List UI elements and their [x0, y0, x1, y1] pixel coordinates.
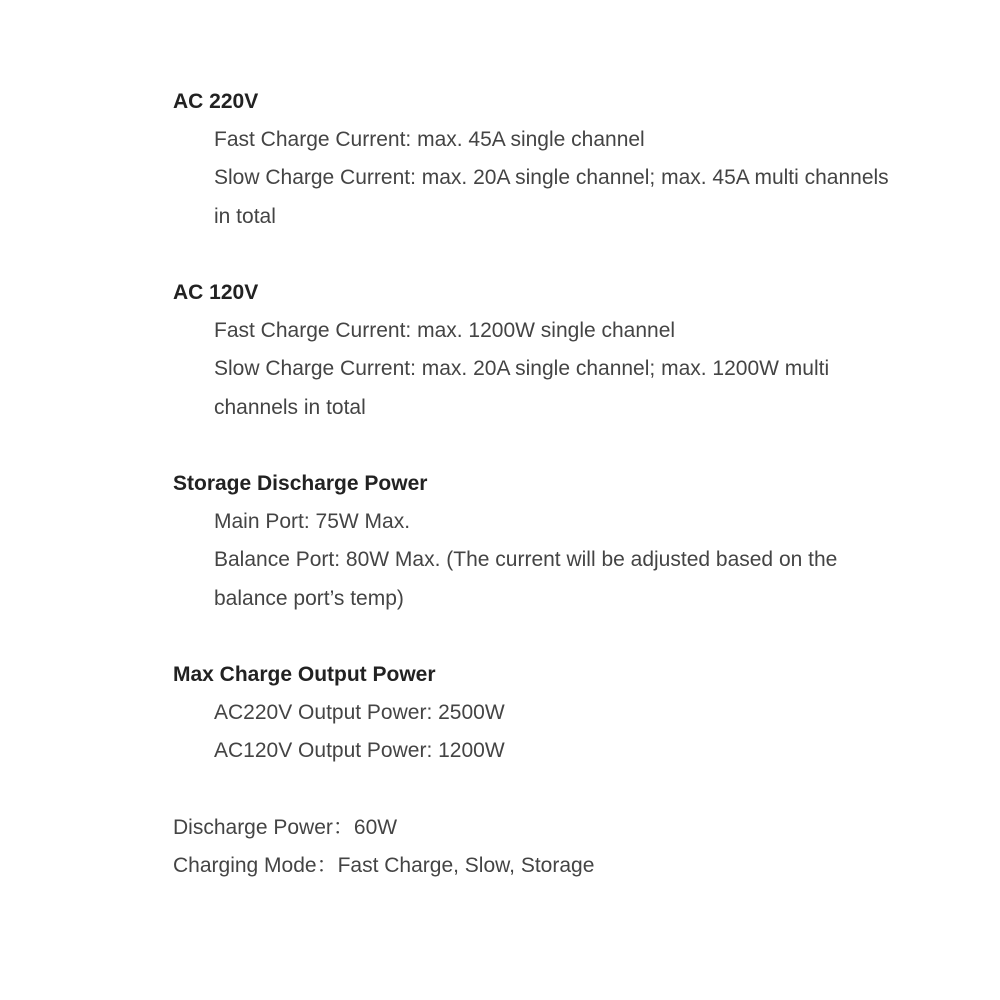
section-heading: Max Charge Output Power [173, 663, 436, 686]
spec-line: Fast Charge Current: max. 45A single channel [214, 128, 645, 152]
spec-line: Main Port: 75W Max. [214, 510, 411, 534]
section-max-charge-output-power [173, 656, 893, 771]
section-ac-220v [173, 83, 893, 236]
section-heading: AC 220V [173, 90, 259, 113]
spec-line: Slow Charge Current: max. 20A single channel; max. 45A multi channels in total [214, 166, 889, 228]
section-heading: AC 120V [173, 281, 259, 304]
spec-line: Slow Charge Current: max. 20A single channel; max. 1200W multi channels in total [214, 357, 830, 419]
spec-line: AC220V Output Power: 2500W [214, 701, 505, 725]
section-storage-discharge-power [173, 465, 893, 618]
charging-mode-line: Charging Mode：Fast Charge, Slow, Storage [173, 854, 595, 877]
spec-line: Balance Port: 80W Max. (The current will be adjusted based on the balance port’s temp) [214, 548, 838, 610]
spec-content [173, 83, 893, 885]
discharge-power-line: Discharge Power：60W [173, 815, 398, 839]
section-ac-120v [173, 274, 893, 427]
section-heading: Storage Discharge Power [173, 472, 428, 495]
spec-line: AC120V Output Power: 1200W [214, 739, 505, 763]
spec-line: Fast Charge Current: max. 1200W single channel [214, 319, 676, 343]
spec-footer [173, 809, 893, 885]
